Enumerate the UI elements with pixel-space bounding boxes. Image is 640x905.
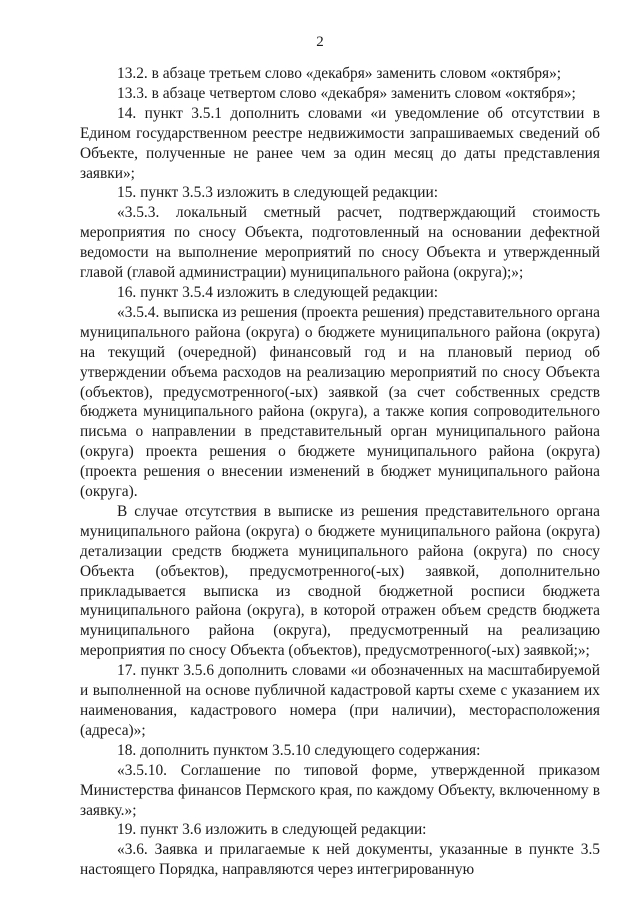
paragraph-15: 15. пункт 3.5.3 изложить в следующей редакции: [117, 184, 438, 202]
paragraph-13-3: 13.3. в абзаце четвертом слово «декабря» заменить словом «октября»; [117, 84, 576, 102]
paragraph-18: 18. дополнить пунктом 3.5.10 следующего содержания: [117, 741, 481, 759]
paragraph-3-6: «3.6. Заявка и прилагаемые к ней документы, указанные в пункте 3.5 настоящего Порядка, направляются через интегрированную [80, 841, 600, 879]
paragraph-16: 16. пункт 3.5.4 изложить в следующей редакции: [117, 283, 438, 301]
paragraph-17: 17. пункт 3.5.6 дополнить словами «и обозначенных на масштабируемой и выполненной на основе публичной кадастровой карты схеме с указанием их наименования, кадастрового номера (при наличии), месторасположения (адреса)»; [80, 662, 600, 739]
paragraph-3-5-4: «3.5.4. выписка из решения (проекта решения) представительного органа муниципального района (округа) о бюджете муниципального района (округа) на текущий (очередной) финансовый год и на плановый период об утверждении объема расходов на реализацию мероприятий по сносу Объекта (объектов), предусмотренного(-ых) заявкой (за счет собственных средств бюджета муниципального района (округа), а также копия сопроводительного письма о направлении в представительный орган муниципального района (округа) проекта решения о бюджете муниципального района (округа) (проекта решения о внесении изменений в бюджет муниципального района (округа). [80, 303, 600, 501]
paragraph-13-2: 13.2. в абзаце третьем слово «декабря» заменить словом «октября»; [117, 65, 562, 82]
paragraph-14: 14. пункт 3.5.1 дополнить словами «и уведомление об отсутствии в Едином государственном реестре недвижимости запрашиваемых сведений об Объекте, полученные не ранее чем за один месяц до даты представления заявки»; [80, 104, 600, 182]
page-number: 2 [316, 34, 324, 50]
paragraph-absence-case: В случае отсутствия в выписке из решения представительного органа муниципального района (округа) о бюджете муниципального района (округа) детализации средств бюджета муниципального района (округа) по сносу Объекта (объектов), предусмотренного(-ых) заявкой, дополнительно прикладывается выписка из сводной бюджетной росписи бюджета муниципального района (округа), в которой отражен объем средств бюджета муниципального района (округа), предусмотренный на реализацию мероприятия по сносу Объекта (объектов), предусмотренного(-ых) заявкой;»; [80, 502, 600, 660]
paragraph-3-5-10: «3.5.10. Соглашение по типовой форме, утвержденной приказом Министерства финансов Пермского края, по каждому Объекту, включенному в заявку.»; [80, 761, 600, 819]
paragraph-3-5-3: «3.5.3. локальный сметный расчет, подтверждающий стоимость мероприятия по сносу Объекта, подготовленный на основании дефектной ведомости на выполнение мероприятий по сносу Объекта и утвержденный главой (главой администрации) муниципального района (округа);»; [80, 204, 600, 282]
paragraph-19: 19. пункт 3.6 изложить в следующей редакции: [117, 821, 427, 839]
document-body [80, 64, 600, 880]
